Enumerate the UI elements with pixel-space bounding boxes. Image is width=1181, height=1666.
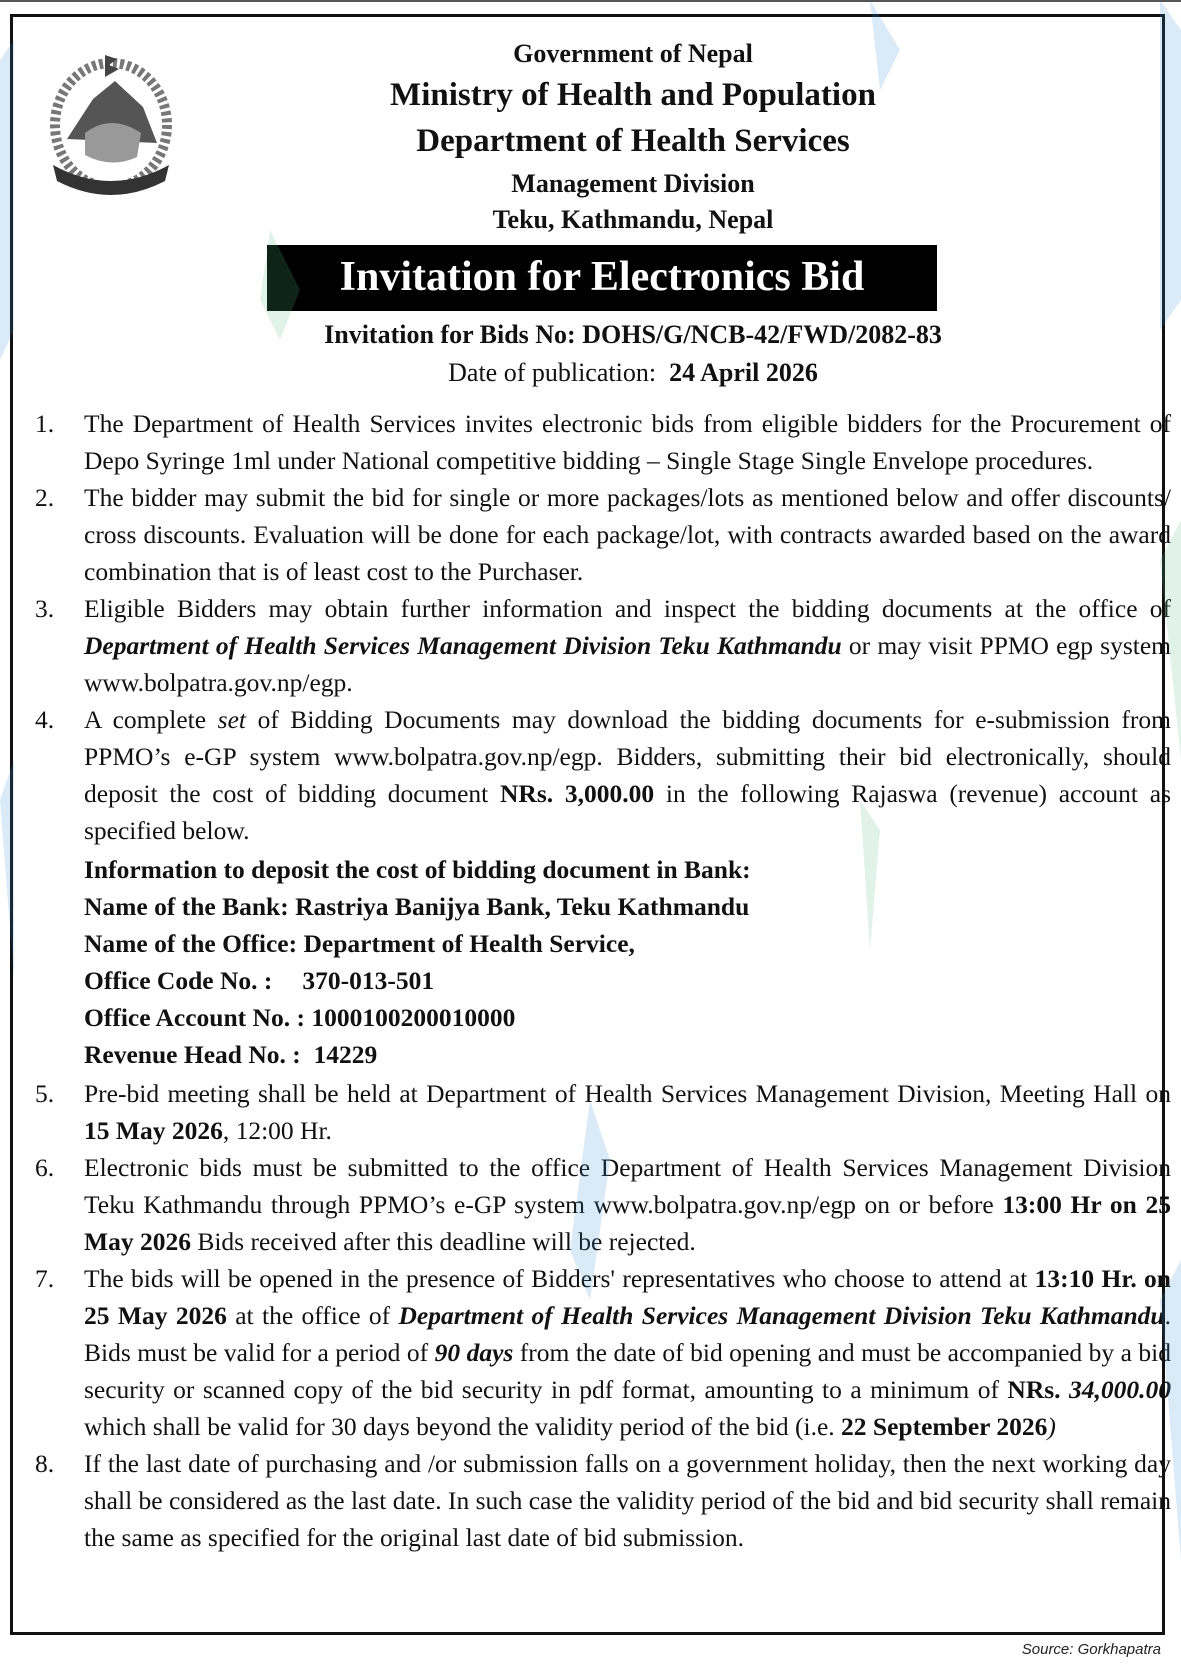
bid-number-value: DOHS/G/NCB-42/FWD/2082-83 bbox=[582, 320, 942, 349]
publication-date: 24 April 2026 bbox=[669, 358, 818, 387]
publication-date-line bbox=[213, 358, 1053, 388]
bank-name-label: Name of the Bank: bbox=[84, 892, 289, 921]
item-text: The bidder may submit the bid for single or more packages/lots as mentioned below and offer discounts/ cross discounts. Evaluation will be done for each package/lot, with contracts awarded based on the award combination that is of least cost to the Purchaser. bbox=[84, 483, 1171, 586]
list-item bbox=[35, 405, 1171, 479]
office-name-emphasis: Department of Health Services Management Division Teku Kathmandu bbox=[398, 1301, 1165, 1330]
list-item bbox=[35, 590, 1171, 701]
item-number: 3. bbox=[35, 594, 55, 623]
list-item bbox=[35, 701, 1171, 849]
list-item bbox=[35, 1445, 1171, 1556]
revenue-head-row bbox=[84, 1036, 1171, 1073]
address-line: Teku, Kathmandu, Nepal bbox=[492, 205, 774, 234]
publication-label: Date of publication: bbox=[448, 358, 657, 387]
bid-security-amount: 34,000.00 bbox=[1069, 1375, 1172, 1404]
item-text: Pre-bid meeting shall be held at Department of Health Services Management Division, Meeting Hall on bbox=[84, 1079, 1171, 1108]
bank-info bbox=[35, 851, 1171, 1073]
item-number: 5. bbox=[35, 1079, 55, 1108]
revenue-head-value: 14229 bbox=[313, 1040, 378, 1069]
item-text: or may visit PPMO egp system www.bolpatra.gov.np/egp. bbox=[84, 631, 1171, 697]
security-validity-date: 22 September 2026 bbox=[841, 1412, 1048, 1441]
bid-number-line bbox=[213, 320, 1053, 350]
item-emphasis: set bbox=[217, 705, 246, 734]
validity-period: 90 days bbox=[434, 1338, 514, 1367]
bank-name-row bbox=[84, 888, 1171, 925]
item-text: from the date of bid opening and must be accompanied by a bid security or scanned copy of the bid security in pdf format, amounting to a minimum of bbox=[84, 1338, 1171, 1404]
department-line: Department of Health Services bbox=[416, 123, 850, 159]
item-text: Bids received after this deadline will be rejected. bbox=[190, 1227, 696, 1256]
notice-items bbox=[35, 405, 1171, 1556]
document-cost: NRs. 3,000.00 bbox=[500, 779, 655, 808]
item-text: A complete bbox=[84, 705, 218, 734]
office-code-value: 370-013-501 bbox=[302, 966, 435, 995]
bank-info-heading: Information to deposit the cost of bidding document in Bank: bbox=[84, 855, 751, 884]
item-text: Eligible Bidders may obtain further information and inspect the bidding documents at the office of bbox=[84, 594, 1171, 623]
item-text: . Bids must be valid for a period of bbox=[84, 1301, 1171, 1367]
list-item bbox=[35, 1149, 1171, 1260]
revenue-head-label: Revenue Head No. : bbox=[84, 1040, 301, 1069]
nepal-government-emblem-icon bbox=[45, 47, 177, 207]
item-number: 7. bbox=[35, 1264, 55, 1293]
office-code-label: Office Code No. : bbox=[84, 966, 273, 995]
item-number: 1. bbox=[35, 409, 55, 438]
item-text: ) bbox=[1047, 1412, 1056, 1441]
list-item bbox=[35, 1075, 1171, 1149]
account-row bbox=[84, 999, 1171, 1036]
item-text: Electronic bids must be submitted to the office Department of Health Services Management Division Teku Kathmandu through PPMO’s e-GP system www.bolpatra.gov.np/egp on or before bbox=[84, 1153, 1171, 1219]
item-text: If the last date of purchasing and /or submission falls on a government holiday, then the next working day shall be considered as the last date. In such case the validity period of the bid and bid security shall remain the same as specified for the original last date of bid submission. bbox=[84, 1449, 1171, 1552]
list-item bbox=[35, 1260, 1171, 1445]
office-name-value: Department of Health Service, bbox=[303, 929, 635, 958]
item-number: 4. bbox=[35, 705, 55, 734]
ministry-line: Ministry of Health and Population bbox=[390, 77, 876, 113]
opening-datetime: 13:10 Hr. on 25 May 2026 bbox=[84, 1264, 1171, 1330]
notice-frame bbox=[10, 14, 1172, 1635]
currency-label: NRs. bbox=[1007, 1375, 1061, 1404]
item-text: The Department of Health Services invites electronic bids from eligible bidders for the Procurement of Depo Syringe 1ml under National competitive bidding – Single Stage Single Envelope procedures. bbox=[84, 409, 1171, 475]
item-text: of Bidding Documents may download the bidding documents for e-submission from PPMO’s e-GP system www.bolpatra.gov.np/egp. Bidders, submitting their bid electronically, should deposit the cost of bidding document bbox=[84, 705, 1171, 808]
item-text: at the office of bbox=[226, 1301, 399, 1330]
item-number: 6. bbox=[35, 1153, 55, 1182]
account-value: 1000100200010000 bbox=[311, 1003, 516, 1032]
list-item bbox=[35, 479, 1171, 590]
office-name-row bbox=[84, 925, 1171, 962]
division-line: Management Division bbox=[511, 169, 755, 198]
item-text: The bids will be opened in the presence of Bidders' representatives who choose to attend at bbox=[84, 1264, 1035, 1293]
bank-name-value: Rastriya Banijya Bank, Teku Kathmandu bbox=[295, 892, 750, 921]
title-banner bbox=[267, 245, 937, 311]
office-code-row bbox=[84, 962, 1171, 999]
item-text: , 12:00 Hr. bbox=[222, 1116, 332, 1145]
office-name-label: Name of the Office: bbox=[84, 929, 298, 958]
item-number: 2. bbox=[35, 483, 55, 512]
item-text: which shall be valid for 30 days beyond the validity period of the bid (i.e. bbox=[84, 1412, 842, 1441]
office-name-emphasis: Department of Health Services Management Division Teku Kathmandu bbox=[84, 631, 842, 660]
item-number: 8. bbox=[35, 1449, 55, 1478]
prebid-date: 15 May 2026 bbox=[84, 1116, 223, 1145]
item-text: in the following Rajaswa (revenue) account as specified below. bbox=[84, 779, 1171, 845]
government-line: Government of Nepal bbox=[513, 39, 753, 68]
submission-deadline: 13:00 Hr on 25 May 2026 bbox=[84, 1190, 1171, 1256]
source-credit: Source: Gorkhapatra bbox=[1021, 1641, 1161, 1658]
bid-number-label: Invitation for Bids No: bbox=[324, 320, 576, 349]
account-label: Office Account No. : bbox=[84, 1003, 305, 1032]
top-rule bbox=[0, 0, 1181, 2]
notice-title: Invitation for Electronics Bid bbox=[339, 254, 865, 300]
